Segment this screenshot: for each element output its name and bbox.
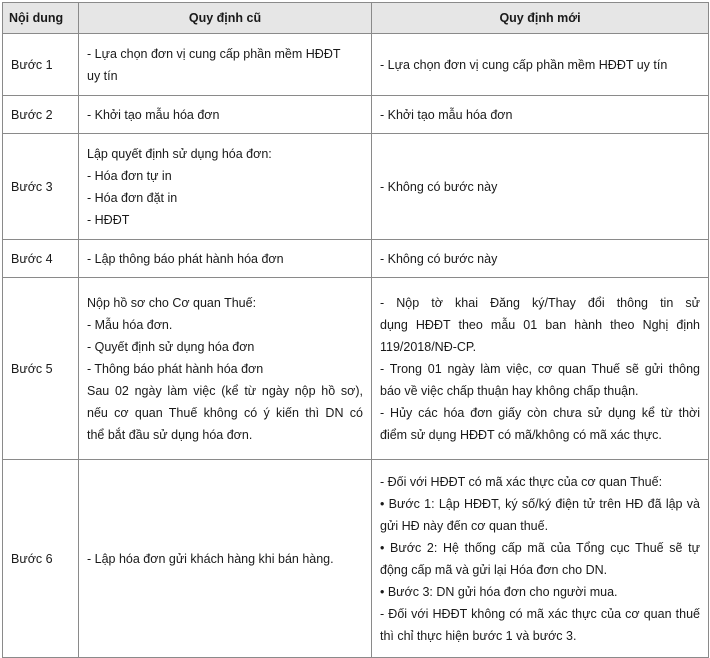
old-rule-line: - HĐĐT — [87, 212, 130, 227]
old-rule-line: - Khởi tạo mẫu hóa đơn — [87, 107, 220, 122]
new-rule-line: - Hủy các hóa đơn giấy còn chưa sử dụng kể từ thời — [380, 405, 700, 420]
old-rule-line: Lập quyết định sử dụng hóa đơn: — [87, 146, 272, 161]
new-rule-line: 119/2018/NĐ-CP. — [380, 339, 477, 354]
table-row — [3, 278, 709, 460]
new-rule-line: - Nộp tờ khai Đăng ký/Thay đổi thông tin sử — [380, 295, 700, 310]
old-rule-line: Sau 02 ngày làm việc (kể từ ngày nộp hồ sơ), — [87, 383, 363, 398]
new-rule-line: dụng HĐĐT theo mẫu 01 ban hành theo Nghị định — [380, 317, 700, 332]
old-rule-cell — [79, 134, 372, 240]
new-rule-line: động cấp mã và gửi lại Hóa đơn cho DN. — [380, 562, 608, 577]
new-rule-cell — [372, 34, 709, 96]
step-label: Bước 1 — [3, 34, 79, 96]
new-rule-line: báo về việc chấp thuận hay không chấp thuận. — [380, 383, 639, 398]
new-rule-cell — [372, 278, 709, 460]
old-rule-line: Nộp hồ sơ cho Cơ quan Thuế: — [87, 295, 257, 310]
new-rule-line: - Đối với HĐĐT có mã xác thực của cơ quan Thuế: — [380, 474, 663, 489]
new-rule-line: - Trong 01 ngày làm việc, cơ quan Thuế sẽ gửi thông — [380, 361, 700, 376]
new-rule-line: - Không có bước này — [380, 251, 498, 266]
old-rule-line: - Lựa chọn đơn vị cung cấp phần mềm HĐĐT — [87, 46, 341, 61]
new-rule-line: - Đối với HĐĐT không có mã xác thực của cơ quan thuế — [380, 606, 700, 621]
header-noi-dung: Nội dung — [3, 3, 79, 34]
old-rule-cell — [79, 278, 372, 460]
header-quy-dinh-cu: Quy định cũ — [79, 3, 372, 34]
new-rule-line: - Lựa chọn đơn vị cung cấp phần mềm HĐĐT uy tín — [380, 57, 668, 72]
step-label: Bước 5 — [3, 278, 79, 460]
header-row — [3, 3, 709, 34]
old-rule-cell — [79, 34, 372, 96]
table-row — [3, 34, 709, 96]
old-rule-line: - Hóa đơn tự in — [87, 168, 172, 183]
step-label: Bước 6 — [3, 460, 79, 658]
new-rule-line: - Không có bước này — [380, 179, 498, 194]
old-rule-line: - Thông báo phát hành hóa đơn — [87, 361, 264, 376]
new-rule-line: • Bước 1: Lập HĐĐT, ký số/ký điện tử trên HĐ đã lập và — [380, 496, 700, 511]
table-row — [3, 134, 709, 240]
new-rule-line: gửi HĐ này đến cơ quan thuế. — [380, 518, 549, 533]
old-rule-line: - Mẫu hóa đơn. — [87, 317, 173, 332]
old-rule-cell — [79, 460, 372, 658]
old-rule-line: - Lập hóa đơn gửi khách hàng khi bán hàng. — [87, 551, 334, 566]
new-rule-cell — [372, 240, 709, 278]
old-rule-line: - Lập thông báo phát hành hóa đơn — [87, 251, 284, 266]
new-rule-cell — [372, 460, 709, 658]
new-rule-line: thì chỉ thực hiện bước 1 và bước 3. — [380, 628, 577, 643]
table-row — [3, 96, 709, 134]
old-rule-cell — [79, 240, 372, 278]
new-rule-cell — [372, 134, 709, 240]
new-rule-line: • Bước 2: Hệ thống cấp mã của Tổng cục Thuế sẽ tự — [380, 540, 700, 555]
old-rule-line: nếu cơ quan Thuế không có ý kiến thì DN có — [87, 405, 363, 420]
new-rule-cell — [372, 96, 709, 134]
comparison-table — [2, 2, 709, 658]
old-rule-line: - Hóa đơn đặt in — [87, 190, 178, 205]
new-rule-line: - Khởi tạo mẫu hóa đơn — [380, 107, 513, 122]
step-label: Bước 3 — [3, 134, 79, 240]
new-rule-line: điểm sử dụng HĐĐT có mã/không có mã xác thực. — [380, 427, 662, 442]
old-rule-line: uy tín — [87, 68, 118, 83]
table-row — [3, 460, 709, 658]
old-rule-cell — [79, 96, 372, 134]
header-quy-dinh-moi: Quy định mới — [372, 3, 709, 34]
step-label: Bước 4 — [3, 240, 79, 278]
step-label: Bước 2 — [3, 96, 79, 134]
table-row — [3, 240, 709, 278]
old-rule-line: - Quyết định sử dụng hóa đơn — [87, 339, 255, 354]
new-rule-line: • Bước 3: DN gửi hóa đơn cho người mua. — [380, 584, 618, 599]
old-rule-line: thể bắt đầu sử dụng hóa đơn. — [87, 427, 253, 442]
